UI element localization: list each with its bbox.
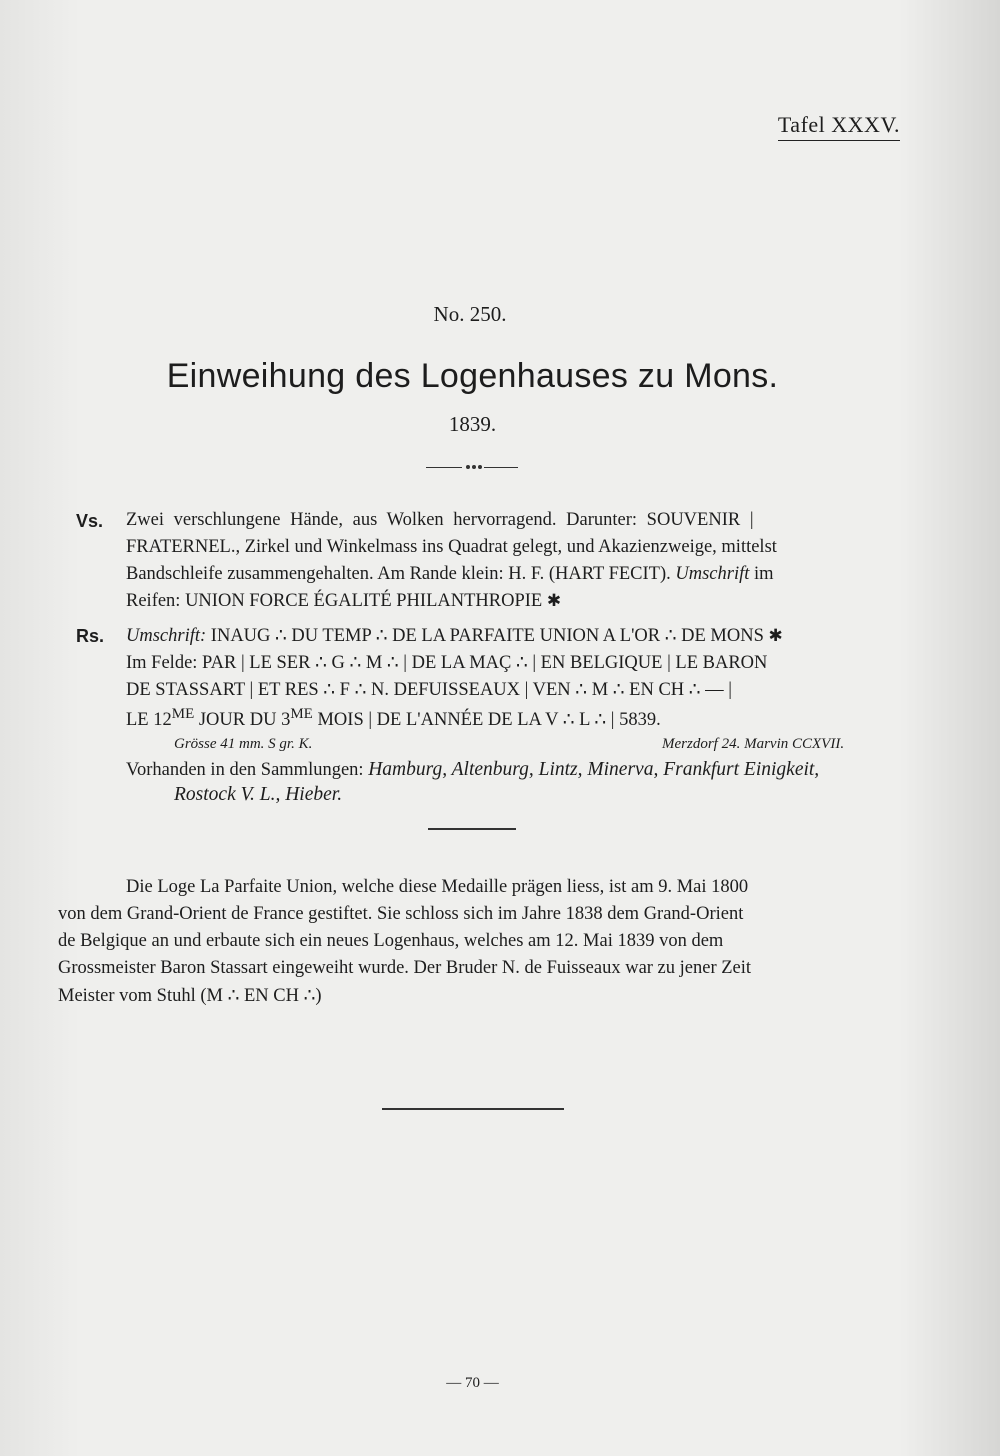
superscript-me: ME — [290, 706, 313, 722]
ornament-divider — [426, 462, 518, 472]
obverse-line-3-end: im — [754, 564, 774, 584]
page-title: Einweihung des Logenhauses zu Mons. — [166, 357, 779, 395]
paragraph-line-2: von dem Grand-Orient de France gestiftet. Sie schloss sich im Jahre 1838 dem Grand-Orient — [58, 904, 744, 924]
reverse-umschrift: Umschrift: — [126, 626, 207, 646]
plate-number: Tafel XXXV. — [778, 112, 900, 141]
reverse-line-1 — [126, 625, 783, 647]
medal-references: Merzdorf 24. Marvin CCXVII. — [662, 736, 845, 752]
reverse-line-4 — [126, 706, 661, 731]
obverse-line-4-text: Reifen: UNION FORCE ÉGALITÉ PHILANTHROPIE — [126, 591, 543, 611]
paragraph-line-5: Meister vom Stuhl (M ∴ EN CH ∴) — [58, 986, 322, 1006]
collections-prefix: Vorhanden in den Sammlungen: — [126, 760, 364, 780]
paragraph-line-1: Die Loge La Parfaite Union, welche diese Medaille prägen liess, ist am 9. Mai 1800 — [126, 877, 749, 897]
entry-year: 1839. — [448, 412, 497, 436]
reverse-line-4-part-a: LE 12 — [126, 710, 172, 731]
collections-list: Hamburg, Altenburg, Lintz, Minerva, Frankfurt Einigkeit, — [368, 759, 820, 780]
paragraph-line-3: de Belgique an und erbaute sich ein neues Logenhaus, welches am 12. Mai 1839 von dem — [58, 931, 724, 951]
collections-line-2: Rostock V. L., Hieber. — [174, 784, 343, 805]
medal-size: Grösse 41 mm. S gr. K. — [174, 736, 313, 752]
reverse-line-3: DE STASSART | ET RES ∴ F ∴ N. DEFUISSEAUX | VEN ∴ M ∴ EN CH ∴ — | — [126, 680, 732, 700]
reverse-line-2: Im Felde: PAR | LE SER ∴ G ∴ M ∴ | DE LA MAÇ ∴ | EN BELGIQUE | LE BARON — [126, 653, 768, 673]
obverse-line-1: Zwei verschlungene Hände, aus Wolken hervorragend. Darunter: SOUVENIR | — [126, 510, 754, 530]
reverse-label: Rs. — [76, 626, 105, 646]
obverse-label: Vs. — [76, 511, 104, 531]
divider-rule-bottom — [382, 1108, 564, 1110]
reverse-line-4-part-c: MOIS | DE L'ANNÉE DE LA V ∴ L ∴ | 5839. — [317, 710, 661, 731]
obverse-line-3 — [126, 564, 774, 585]
page-number: — 70 — — [446, 1375, 499, 1391]
superscript-me: ME — [171, 706, 195, 722]
obverse-line-2: FRATERNEL., Zirkel und Winkelmass ins Quadrat gelegt, und Akazienzweige, mittelst — [126, 537, 777, 557]
star-icon: ✱ — [768, 626, 783, 645]
divider-rule — [428, 828, 516, 830]
reverse-line-4-part-b: JOUR DU 3 — [198, 710, 291, 731]
reverse-line-1-text: INAUG ∴ DU TEMP ∴ DE LA PARFAITE UNION A L'OR ∴ DE MONS — [210, 626, 764, 646]
collections-line-1 — [126, 759, 819, 781]
entry-number: No. 250. — [433, 302, 507, 326]
paragraph-line-4: Grossmeister Baron Stassart eingeweiht wurde. Der Bruder N. de Fuisseaux war zu jener Zeit — [58, 958, 752, 978]
obverse-umschrift: Umschrift — [675, 564, 750, 584]
obverse-line-3-text: Bandschleife zusammengehalten. Am Rande klein: H. F. (HART FECIT). — [126, 564, 671, 584]
star-icon: ✱ — [546, 591, 562, 610]
obverse-line-4 — [126, 591, 561, 612]
